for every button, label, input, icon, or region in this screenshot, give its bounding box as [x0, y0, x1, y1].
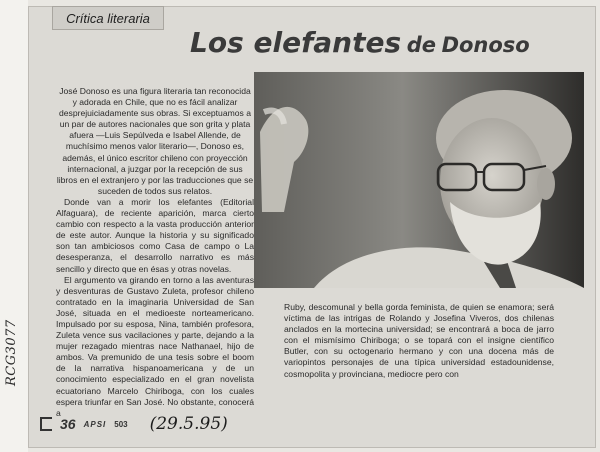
headline-connector: de — [406, 33, 436, 57]
author-photo — [254, 72, 584, 288]
author-portrait-illustration — [254, 72, 584, 288]
article-bottom-column — [284, 302, 554, 402]
magazine-name: APSI — [83, 419, 107, 429]
issue-number: 503 — [114, 419, 128, 429]
page-footer — [40, 412, 440, 436]
article-left-column — [56, 86, 254, 418]
handwritten-archive-code: RCG3077 — [4, 319, 19, 386]
article-paragraph: Ruby, descomunal y bella gorda feminista, de quien se enamora; será víctima de las intrigas de Rolando y Josefina Viveros, dos chilenas anclados en la mortecina universidad; se encontrará a boca de jarro con el mismísimo Chiriboga; o se topará con el insigne científico Butler, con su octogenario hermano y con una docena más de variopintos personajes de una típica universidad estadounidense, cosmopolita y provinciana, mediocre pero con — [284, 302, 554, 379]
article-paragraph: Donde van a morir los elefantes (Editorial Alfaguara), de reciente aparición, marca cierto cambio con respecto a la vasta producción anterior de este autor. Aunque la historia y su significado son tan ambiciosos como Casa de campo o La desesperanza, el desarrollo narrativo es más sencillo y directo que en ésas y otras novelas. — [56, 196, 254, 274]
section-label: Crítica literaria — [52, 6, 164, 30]
handwritten-date: (29.5.95) — [149, 414, 228, 434]
headline-main: Los elefantes — [190, 26, 402, 59]
headline-name: Donoso — [441, 33, 530, 57]
article-headline — [190, 26, 540, 62]
page-number: 36 — [60, 416, 76, 432]
article-paragraph: José Donoso es una figura literaria tan reconocida y adorada en Chile, que no es fácil analizar desprejuiciadamente sus obras. Si exceptuamos a un par de autores nacionales que son grita y plata afuera —Luis Sepúlveda e Isabel Allende, de muchísimo menos valor literario—, Donoso es, además, el único escritor chileno con proyección internacional, a juzgar por la recepción de sus libros en el extranjero y por las traducciones que se suceden de todos sus relatos. — [56, 86, 254, 196]
page-marker-icon — [40, 417, 52, 431]
article-paragraph: El argumento va girando en torno a las aventuras y desventuras de Gustavo Zuleta, profesor chileno contratado en la imaginaria Universidad de San José, situada en el medioeste norteamericano. Impulsado por su esposa, Nina, también profesora, Zuleta vence sus vacilaciones y parte, dejando a la mujer rezagado mientras nace Nathanael, hijo de ambos. Va premunido de una tesis sobre el boom de la narrativa hispanoamericana y de un conocimiento especializado en el gran novelista ecuatoriano Marcelo Chiriboga, con los cuales espera triunfar en San José. No obstante, conocerá a — [56, 274, 254, 418]
